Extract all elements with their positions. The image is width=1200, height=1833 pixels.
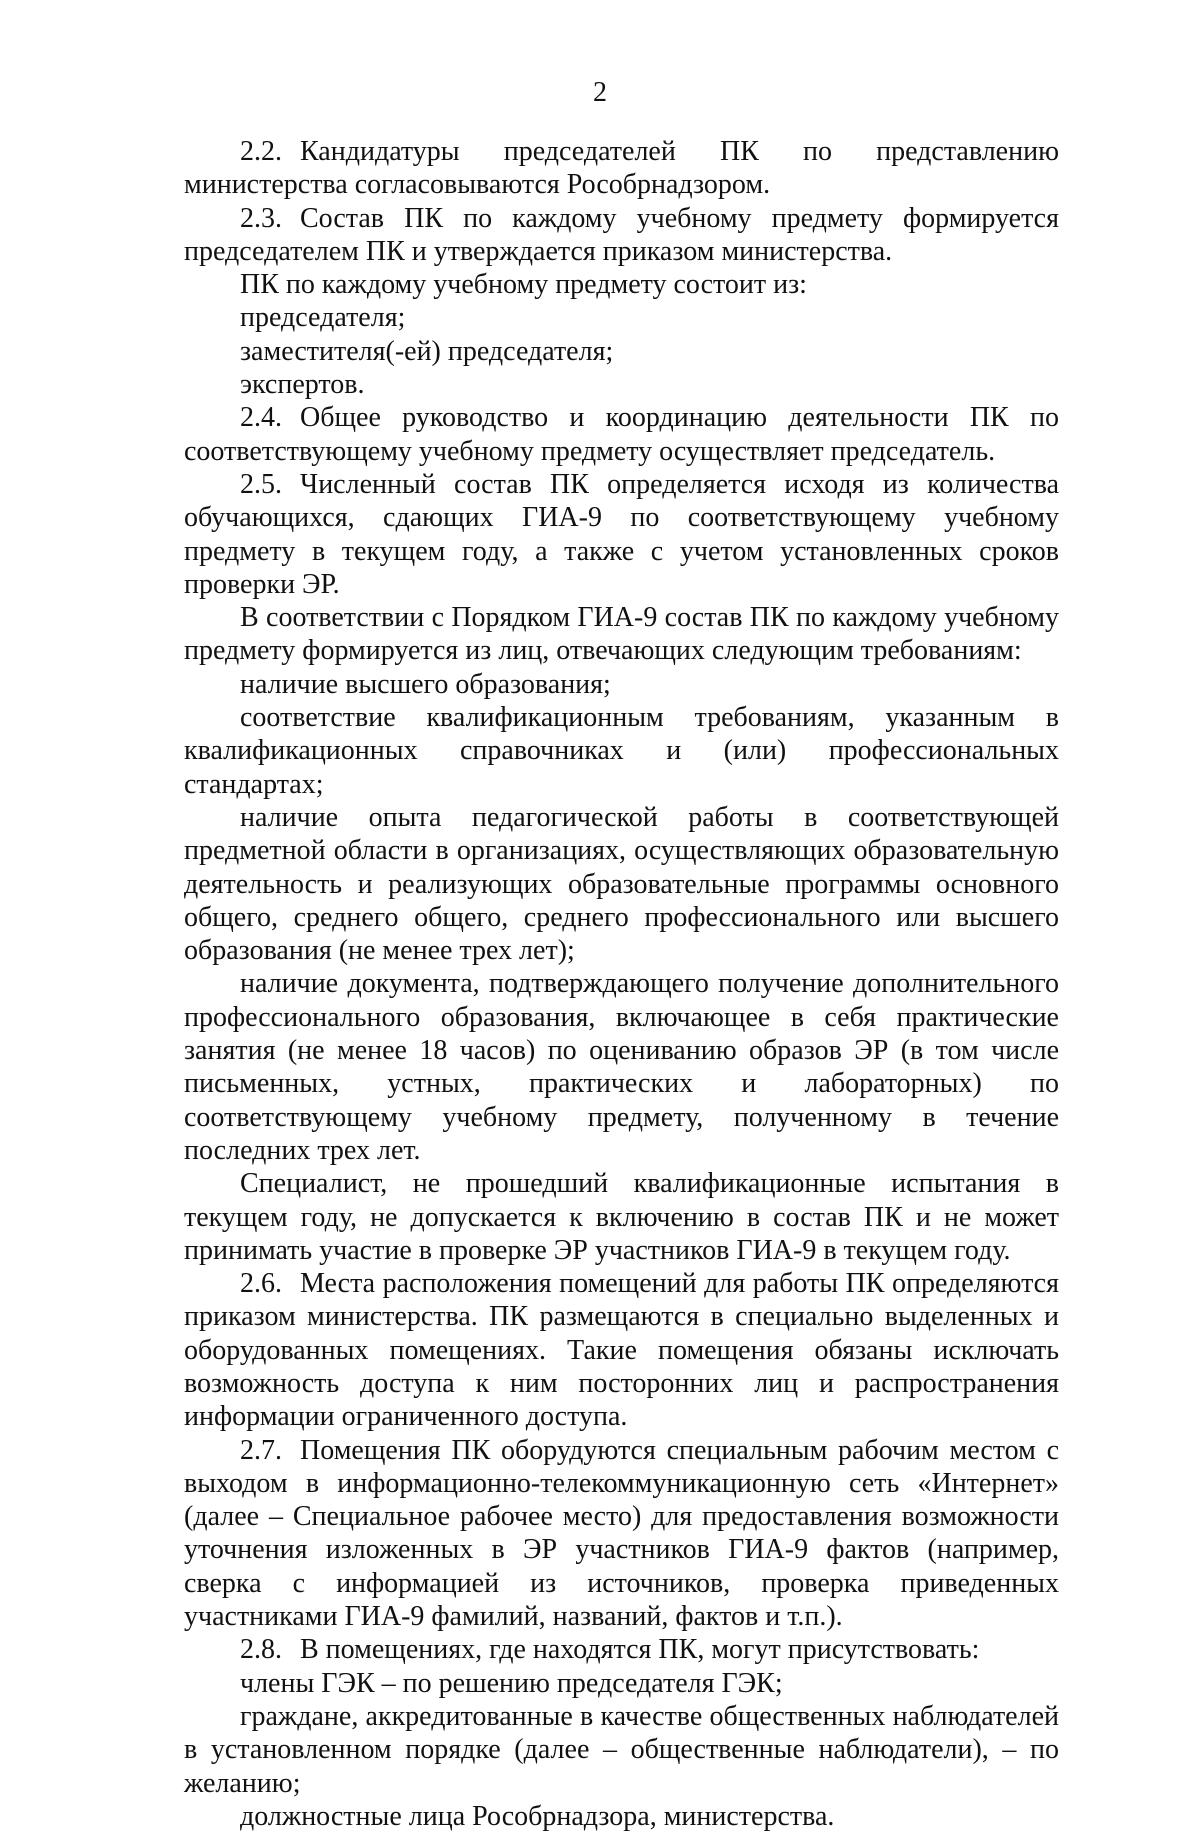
paragraph-text: В соответствии с Порядком ГИА-9 состав ПК по каждому учебному предмету формируется из лиц, отвечающих следующим требованиям: [184,602,1059,667]
paragraph-requirements [184,601,1059,668]
paragraph-number: 2.3. [240,202,282,234]
paragraph-text: наличие документа, подтверждающего получение дополнительного профессионального образования, включающее в себя практические занятия (не менее 18 часов) по оцениванию образов ЭР (в том числе письменных, устных, практических и лабораторных) по соответствующему учебному предмету, полученному в течение последних трех лет. [184,968,1059,1166]
paragraph-number: 2.4. [240,402,282,434]
paragraph-2-5 [184,468,1059,601]
paragraph-text: Состав ПК по каждому учебному предмету формируется председателем ПК и утверждается приказом министерства. [184,202,1059,267]
paragraph-number: 2.2. [240,136,282,167]
paragraph-text: граждане, аккредитованные в качестве общественных наблюдателей в установленном порядке (далее – общественные наблюдатели), – по желанию; [184,1700,1059,1799]
paragraph-text: наличие высшего образования; [240,668,611,700]
page-number: 2 [593,77,607,108]
list-item-officials [184,1800,1059,1833]
paragraph-number: 2.6. [240,1268,282,1300]
paragraph-text: члены ГЭК – по решению председателя ГЭК; [240,1667,783,1699]
paragraph-2-4 [184,401,1059,468]
paragraph-text: Численный состав ПК определяется исходя из количества обучающихся, сдающих ГИА-9 по соответствующему учебному предмету в текущем году, а также с учетом установленных сроков проверки ЭР. [184,468,1059,600]
list-item-observers [184,1700,1059,1800]
paragraph-2-2 [184,135,1059,202]
list-item-qualification [184,701,1059,801]
paragraph-number: 2.5. [240,468,282,500]
paragraph-text: Помещения ПК оборудуются специальным рабочим местом с выходом в информационно-телекоммуникационную сеть «Интернет» (далее – Специальное рабочее место) для предоставления возможности уточнения изложенных в ЭР участников ГИА-9 фактов (например, сверка с информацией из источников, проверка приведенных участниками ГИА-9 фамилий, названий, фактов и т.п.). [184,1434,1059,1633]
paragraph-text: Специалист, не прошедший квалификационные испытания в текущем году, не допускается к включению в состав ПК и не может принимать участие в проверке ЭР участников ГИА-9 в текущем году. [184,1168,1059,1266]
paragraph-text: заместителя(-ей) председателя; [240,335,614,367]
list-item-deputy [184,335,1059,368]
paragraph-text: председателя; [240,302,406,334]
list-item-gek-members [184,1667,1059,1700]
paragraph-text: Общее руководство и координацию деятельности ПК по соответствующему учебному предмету осуществляет председатель. [184,402,1059,467]
paragraph-2-7 [184,1434,1059,1634]
paragraph-text: соответствие квалификационным требованиям, указанным в квалификационных справочниках и (или) профессиональных стандартах; [184,702,1059,800]
list-item-document [184,967,1059,1167]
list-item-chairman [184,301,1059,334]
paragraph-text: Места расположения помещений для работы ПК определяются приказом министерства. ПК размещаются в специально выделенных и оборудованных помещениях. Такие помещения обязаны исключать возможность доступа к ним посторонних лиц и распространения информации ограниченного доступа. [184,1268,1059,1433]
paragraph-2-6 [184,1267,1059,1433]
paragraph-text: Кандидатуры председателей ПК по представлению министерства согласовываются Рособрнадзором. [184,136,1059,201]
list-item-experience [184,801,1059,967]
paragraph-number: 2.8. [240,1634,282,1666]
paragraph-text: наличие опыта педагогической работы в соответствующей предметной области в организациях, осуществляющих образовательную деятельность и реализующих образовательные программы основного общего, среднего общего, среднего профессионального или высшего образования (не менее трех лет); [184,801,1059,967]
paragraph-2-8 [184,1633,1059,1666]
paragraph-number: 2.7. [240,1434,282,1466]
paragraph-text: В помещениях, где находятся ПК, могут присутствовать: [300,1634,980,1666]
paragraph-2-3 [184,202,1059,269]
paragraph-text: ПК по каждому учебному предмету состоит из: [240,269,807,301]
paragraph-specialist [184,1167,1059,1267]
list-item-experts [184,368,1059,401]
document-body [184,135,1059,1833]
paragraph-text: должностные лица Рособрнадзора, министерства. [240,1800,835,1832]
paragraph-text: экспертов. [240,369,365,401]
paragraph-pk-composition [184,268,1059,301]
list-item-higher-education [184,668,1059,701]
